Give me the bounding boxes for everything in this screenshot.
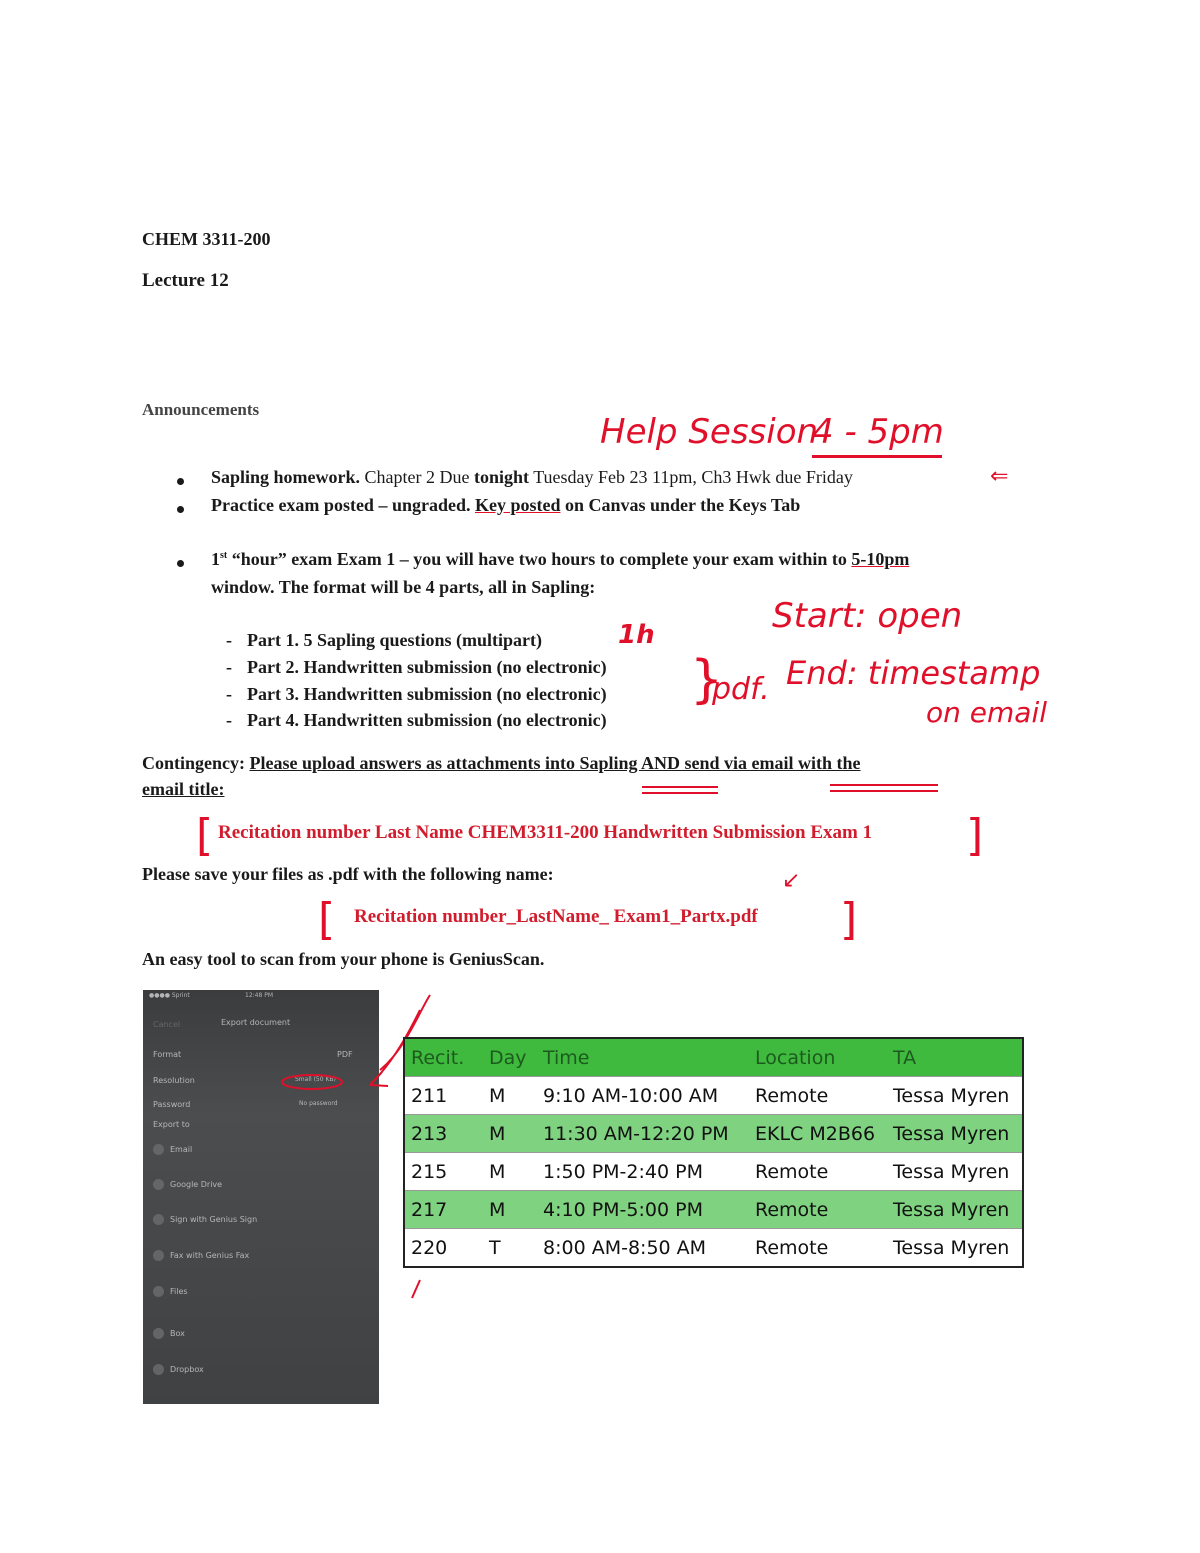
- phone-item-files: [153, 1286, 188, 1297]
- part-4: Part 4. Handwritten submission (no electronic): [247, 710, 607, 730]
- table-header-row: [404, 1038, 1023, 1077]
- help-session-note: [600, 412, 818, 452]
- course-code: CHEM 3311-200: [142, 229, 271, 249]
- part-1: Part 1. 5 Sapling questions (multipart): [247, 630, 543, 650]
- bullet-dot: [177, 506, 184, 513]
- cell-recit: 217: [404, 1191, 483, 1229]
- cell-location: Remote: [749, 1153, 887, 1191]
- cell-time: 8:00 AM-8:50 AM: [537, 1229, 749, 1268]
- col-ta: TA: [887, 1038, 1023, 1077]
- phone-item-dropbox: [153, 1364, 204, 1375]
- phone-format-value: PDF: [337, 1050, 353, 1059]
- bracket-right-icon: ]: [840, 894, 858, 945]
- dash: -: [226, 684, 232, 704]
- help-session-time: 4 - 5pm: [812, 412, 944, 452]
- table-row: [404, 1229, 1023, 1268]
- exam-number: 1: [211, 549, 220, 569]
- phone-resolution-label: Resolution: [153, 1076, 195, 1085]
- table-row: [404, 1153, 1023, 1191]
- sapling-emphasis: [642, 792, 718, 794]
- files-icon: [153, 1286, 164, 1297]
- bullet-sapling-text: Chapter 2 Due: [360, 467, 474, 487]
- part1-note: 1h: [618, 620, 655, 650]
- col-day: Day: [483, 1038, 537, 1077]
- cell-location: EKLC M2B66: [749, 1115, 887, 1153]
- cell-location: Remote: [749, 1229, 887, 1268]
- part-3: Part 3. Handwritten submission (no electronic): [247, 684, 607, 704]
- email-emphasis: [830, 784, 938, 786]
- contingency-text: Please upload answers as attachments into Sapling AND send via email with the: [249, 753, 861, 773]
- email-title: Recitation number Last Name CHEM3311-200 Handwritten Submission Exam 1: [218, 822, 873, 843]
- phone-item-drive: [153, 1179, 222, 1190]
- col-time: Time: [537, 1038, 749, 1077]
- phone-status-time: 12:48 PM: [245, 992, 273, 999]
- arrow-down-left-icon: ↙: [782, 868, 801, 893]
- drive-icon: [153, 1179, 164, 1190]
- phone-item-dropbox-label: Dropbox: [170, 1365, 204, 1374]
- dropbox-icon: [153, 1364, 164, 1375]
- bullet-practice-bold: Practice exam posted – ungraded.: [211, 495, 475, 515]
- sapling-emphasis: [642, 786, 718, 788]
- phone-item-sign-label: Sign with Genius Sign: [170, 1215, 258, 1224]
- phone-format-label: Format: [153, 1050, 182, 1059]
- phone-item-email: [153, 1144, 192, 1155]
- contingency-line2: email title:: [142, 779, 225, 799]
- cell-ta: Tessa Myren: [887, 1077, 1023, 1115]
- phone-item-drive-label: Google Drive: [170, 1180, 223, 1189]
- cell-recit: 213: [404, 1115, 483, 1153]
- help-session-label: Help Session: [600, 412, 819, 452]
- bracket-left-icon: [: [196, 810, 214, 861]
- cell-recit: 220: [404, 1229, 483, 1268]
- end-note: End: timestamp: [786, 654, 1041, 692]
- save-instruction: Please save your files as .pdf with the following name:: [142, 864, 554, 884]
- scan-tip: An easy tool to scan from your phone is GeniusScan.: [142, 949, 545, 969]
- cell-ta: Tessa Myren: [887, 1115, 1023, 1153]
- bullet-exam-line2: window. The format will be 4 parts, all in Sapling:: [211, 577, 596, 597]
- bullet-practice-text: on Canvas under the Keys Tab: [560, 495, 801, 515]
- lecture-title: Lecture 12: [142, 270, 229, 291]
- announcements-heading: Announcements: [142, 400, 260, 419]
- cell-ta: Tessa Myren: [887, 1229, 1023, 1268]
- email-emphasis: [830, 790, 938, 792]
- cell-time: 9:10 AM-10:00 AM: [537, 1077, 749, 1115]
- cell-day: T: [483, 1229, 537, 1268]
- phone-item-box-label: Box: [170, 1329, 185, 1338]
- phone-cancel: Cancel: [153, 1020, 181, 1029]
- email-icon: [153, 1144, 164, 1155]
- table-row: [404, 1191, 1023, 1229]
- bracket-left-icon: [: [318, 894, 336, 945]
- filename: Recitation number_LastName_ Exam1_Partx.pdf: [354, 906, 758, 927]
- table-row: [404, 1077, 1023, 1115]
- arrow-head-icon: [370, 1072, 388, 1086]
- fax-icon: [153, 1250, 164, 1261]
- arrow-left-icon: ⇐: [990, 464, 1009, 489]
- phone-resolution-value: Small (50 KB): [295, 1076, 336, 1083]
- cell-time: 4:10 PM-5:00 PM: [537, 1191, 749, 1229]
- phone-export-to: Export to: [153, 1120, 190, 1129]
- cell-ta: Tessa Myren: [887, 1191, 1023, 1229]
- contingency-label: Contingency:: [142, 753, 245, 773]
- bullet-exam-text: “hour” exam Exam 1 – you will have two hours to complete your exam within to: [227, 549, 852, 569]
- bracket-right-icon: ]: [966, 810, 984, 861]
- sign-icon: [153, 1214, 164, 1225]
- col-location: Location: [749, 1038, 887, 1077]
- phone-status-carrier: ●●●● Sprint: [149, 992, 190, 999]
- bullet-practice: [211, 495, 800, 516]
- bullet-sapling-bold2: tonight: [474, 467, 530, 487]
- phone-item-sign: [153, 1214, 257, 1225]
- phone-item-fax: [153, 1250, 249, 1261]
- phone-item-files-label: Files: [170, 1287, 188, 1296]
- dash: -: [226, 710, 232, 730]
- cell-location: Remote: [749, 1077, 887, 1115]
- bullet-sapling-text2: Tuesday Feb 23 11pm, Ch3 Hwk due Friday: [529, 467, 853, 487]
- pdf-note: pdf.: [712, 672, 770, 707]
- bullet-dot: [177, 560, 184, 567]
- phone-item-email-label: Email: [170, 1145, 193, 1154]
- part-2: Part 2. Handwritten submission (no electronic): [247, 657, 607, 677]
- phone-title: Export document: [221, 1018, 291, 1027]
- cell-day: M: [483, 1191, 537, 1229]
- bullet-dot: [177, 478, 184, 485]
- table-row: [404, 1115, 1023, 1153]
- recitation-table: [403, 1037, 1024, 1268]
- cell-recit: 215: [404, 1153, 483, 1191]
- help-session-underline: [812, 455, 942, 458]
- start-note: Start: open: [772, 596, 963, 636]
- cell-ta: Tessa Myren: [887, 1153, 1023, 1191]
- brace-icon: }: [690, 650, 724, 710]
- contingency-line1: [142, 753, 861, 774]
- tick-mark-icon: [412, 1280, 420, 1298]
- end-note-email: on email: [926, 696, 1047, 729]
- exam-sup: st: [220, 550, 228, 561]
- cell-day: M: [483, 1153, 537, 1191]
- dash: -: [226, 630, 232, 650]
- bullet-sapling-bold: Sapling homework.: [211, 467, 361, 487]
- bullet-sapling: [211, 467, 853, 488]
- cell-day: M: [483, 1077, 537, 1115]
- exam-window: 5-10pm: [851, 549, 910, 569]
- dash: -: [226, 657, 232, 677]
- phone-item-box: [153, 1328, 185, 1339]
- cell-day: M: [483, 1115, 537, 1153]
- phone-password-label: Password: [153, 1100, 191, 1109]
- cell-time: 11:30 AM-12:20 PM: [537, 1115, 749, 1153]
- cell-recit: 211: [404, 1077, 483, 1115]
- col-recit: Recit.: [404, 1038, 483, 1077]
- resolution-circle: [282, 1075, 342, 1089]
- bullet-exam: [211, 549, 909, 570]
- key-posted: Key posted: [474, 495, 561, 515]
- cell-time: 1:50 PM-2:40 PM: [537, 1153, 749, 1191]
- phone-item-fax-label: Fax with Genius Fax: [170, 1251, 250, 1260]
- box-icon: [153, 1328, 164, 1339]
- cell-location: Remote: [749, 1191, 887, 1229]
- phone-password-value: No password: [299, 1100, 338, 1107]
